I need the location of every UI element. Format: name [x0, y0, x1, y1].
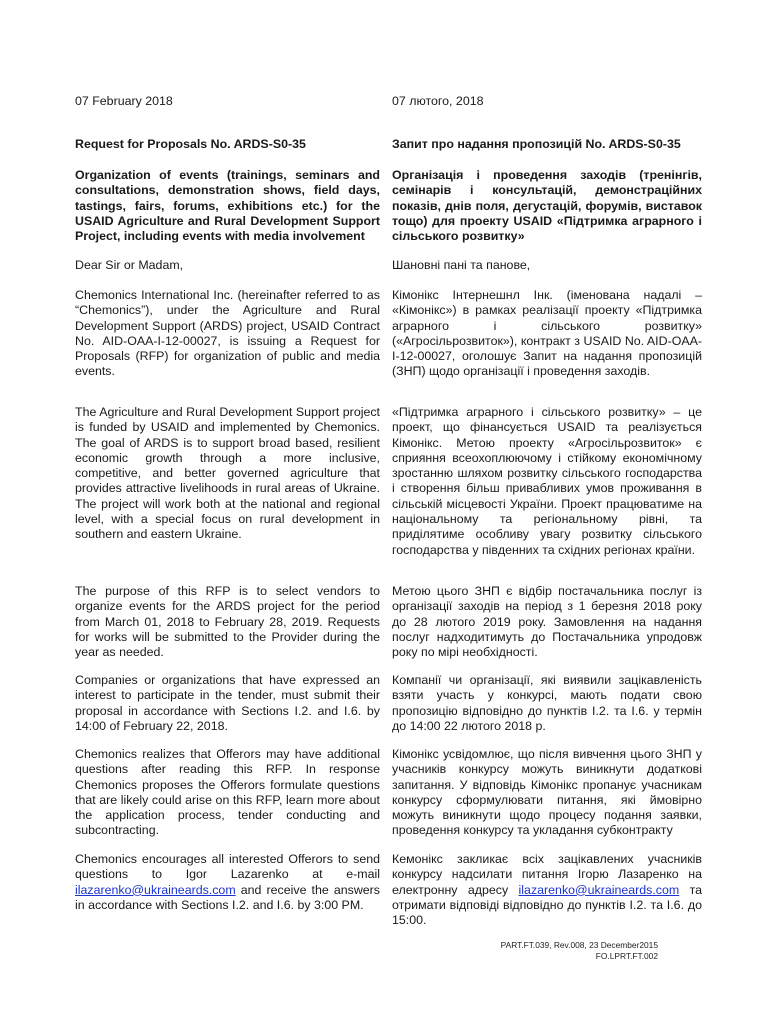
paragraph-purpose-en: The purpose of this RFP is to select vendors to organize events for the ARDS project for the period from March 01, 2018 to February 28, 2019. Requests for works will be submitted to the Provider during the year as needed. [75, 584, 380, 660]
paragraph-questions-en: Chemonics realizes that Offerors may have additional questions after reading this RFP. In response Chemonics proposes the Offerors formulate questions that are likely could arise on this RFP, learn more about the application process, tender conducting and subcontracting. [75, 747, 380, 838]
contact-tail-en: and receive the answers in accordance with Sections I.2. and I.6. by 3:00 PM. [75, 882, 380, 912]
contact-tail-ua: та отримати відповіді відповідно до пунктів I.2. та I.6. до 15:00. [392, 882, 702, 928]
paragraph-project-en: The Agriculture and Rural Development Support project is funded by USAID and implemented by Chemonics. The goal of ARDS is to support broad based, resilient economic growth through a more inclusive, competitive, and better governed agriculture that provides attractive livelihoods in rural areas of Ukraine. The project will work both at the national and regional level, with a special focus on rural development in southern and eastern Ukraine. [75, 405, 380, 542]
date-en: 07 February 2018 [75, 94, 173, 108]
paragraph-deadline-ua: Компанії чи організації, які виявили зацікавленість взяти участь у конкурсі, мають подати свою пропозицію відповідно до пунктів I.2. та I.6. у термін до 14:00 22 лютого 2018 р. [392, 673, 702, 733]
paragraph-intro-en: Chemonics International Inc. (hereinafter referred to as “Chemonics”), under the Agriculture and Rural Development Support (ARDS) project, USAID Contract No. AID-OAA-I-12-00027, is issuing a Request for Proposals (RFP) for organization of public and media events. [75, 288, 380, 379]
rfp-title-ua: Запит про надання пропозицій No. ARDS-S0-35 [392, 137, 681, 151]
footer-form-code: FO.LPRT.FT.002 [595, 951, 658, 961]
email-link-en[interactable]: ilazarenko@ukraineards.com [75, 882, 236, 897]
contact-text-ua: Кемонікс закликає всіх зацікавлених учасників конкурсу надсилати питання Ігорю Лазаренко на електронну адресу [392, 852, 702, 897]
salutation-ua: Шановні пані та панове, [392, 258, 531, 272]
paragraph-deadline-en: Companies or organizations that have expressed an interest to participate in the tender, must submit their proposal in accordance with Sections I.2. and I.6. by 14:00 of February 22, 2018. [75, 673, 380, 733]
salutation-en: Dear Sir or Madam, [75, 258, 184, 272]
footer-revision: PART.FT.039, Rev.008, 23 December2015 [500, 940, 658, 950]
subject-en: Organization of events (trainings, seminars and consultations, demonstration shows, field days, tastings, fairs, forums, exhibitions etc.) for the USAID Agriculture and Rural Development Support Project, including events with media involvement [75, 168, 380, 244]
rfp-title-en: Request for Proposals No. ARDS-S0-35 [75, 137, 306, 151]
paragraph-contact-ua [392, 852, 702, 928]
date-ua: 07 лютого, 2018 [392, 94, 484, 108]
document-footer [501, 940, 658, 962]
contact-text-en: Chemonics encourages all interested Offerors to send questions to Igor Lazarenko at e-mail [75, 852, 380, 882]
subject-ua: Організація і проведення заходів (тренінгів, семінарів і консультацій, демонстраційних показів, днів поля, дегустацій, форумів, виставок тощо) для проекту USAID «Підтримка аграрного і сільського розвитку» [392, 168, 702, 244]
paragraph-project-ua: «Підтримка аграрного і сільського розвитку» – це проект, що фінансується USAID та реалізується Кімонікс. Метою проекту «Агросільрозвиток» є сприяння всеохоплюючому і стійкому економічному зростанню шляхом розвитку сільського господарства і створення більш привабливих умов проживання в сільській місцевості України. Проект працюватиме на національному та регіональному рівні, та приділятиме особливу увагу розвитку сільського господарства у південних та східних регіонах країни. [392, 405, 702, 557]
email-link-ua[interactable]: ilazarenko@ukraineards.com [518, 882, 680, 897]
paragraph-contact-en [75, 852, 380, 913]
paragraph-purpose-ua: Метою цього ЗНП є відбір постачальника послуг із організації заходів на період з 1 березня 2018 року до 28 лютого 2019 року. Замовлення на надання послуг надходитимуть до Постачальника упродовж року по мірі необхідності. [392, 584, 702, 660]
paragraph-questions-ua: Кімонікс усвідомлює, що після вивчення цього ЗНП у учасників конкурсу можуть виникнути додаткові запитання. У відповідь Кімонікс пропанує учасникам конкурсу сформулювати питання, які ймовірно можуть виникнути щодо процесу подання заявки, проведення конкурсу та укладання субконтракту [392, 747, 702, 838]
paragraph-intro-ua: Кімонікс Інтернешнл Інк. (іменована надалі – «Кімонікс») в рамках реалізації проекту «Підтримка аграрного і сільського розвитку» («Агросільрозвиток»), контракт з USAID No. AID-OAA-I-12-00027, оголошує Запит на надання пропозицій (ЗНП) щодо організації і проведення заходів. [392, 288, 702, 379]
